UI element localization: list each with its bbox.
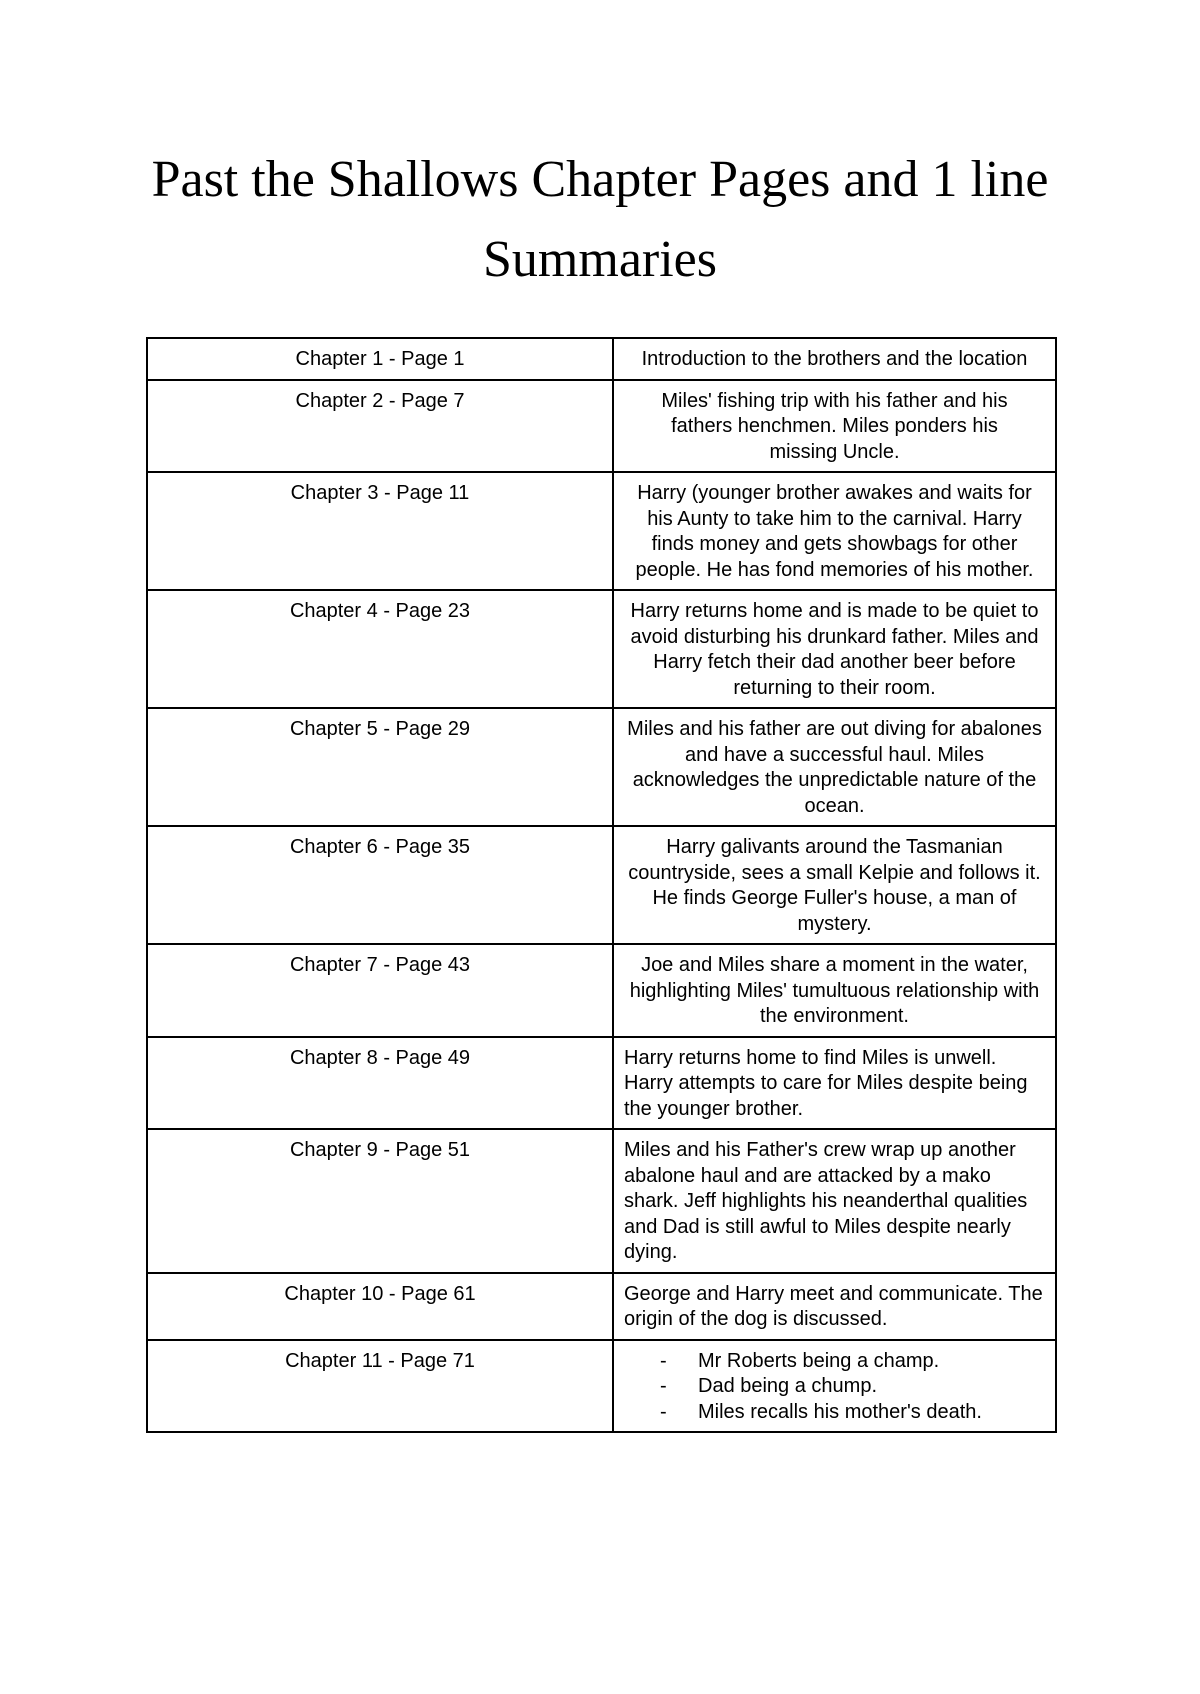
chapter-cell: Chapter 4 - Page 23: [147, 590, 613, 708]
table-row: [147, 708, 1056, 826]
chapter-cell: Chapter 9 - Page 51: [147, 1129, 613, 1273]
chapter-cell: Chapter 6 - Page 35: [147, 826, 613, 944]
chapter-summary-table: [146, 337, 1057, 1433]
table-row: [147, 472, 1056, 590]
summary-cell: Harry (younger brother awakes and waits for his Aunty to take him to the carnival. Harry finds money and gets showbags for other people. He has fond memories of his mother.: [613, 472, 1056, 590]
bullet-dash: -: [660, 1349, 667, 1372]
table-row: [147, 944, 1056, 1037]
bullet-dash: -: [660, 1375, 667, 1397]
table-row: [147, 338, 1056, 380]
bullet-text: Miles recalls his mother's death.: [698, 1400, 982, 1423]
chapter-cell: Chapter 7 - Page 43: [147, 944, 613, 1037]
table-row: [147, 1340, 1056, 1433]
table-row: [147, 1273, 1056, 1340]
table-row: [147, 590, 1056, 708]
table-row: [147, 1037, 1056, 1130]
summary-cell: Joe and Miles share a moment in the water, highlighting Miles' tumultuous relationship with the environment.: [613, 944, 1056, 1037]
chapter-cell: Chapter 11 - Page 71: [147, 1340, 613, 1433]
summary-cell: Harry returns home and is made to be quiet to avoid disturbing his drunkard father. Miles and Harry fetch their dad another beer before returning to their room.: [613, 590, 1056, 708]
bullet-dash: -: [660, 1400, 667, 1423]
table-row: [147, 1129, 1056, 1273]
summary-cell: [613, 1340, 1056, 1433]
table-row: [147, 826, 1056, 944]
summary-cell: Miles and his father are out diving for abalones and have a successful haul. Miles acknowledges the unpredictable nature of the ocean.: [613, 708, 1056, 826]
chapter-cell: Chapter 3 - Page 11: [147, 472, 613, 590]
chapter-cell: Chapter 2 - Page 7: [147, 380, 613, 473]
summary-bullet: [660, 1349, 1049, 1375]
chapter-cell: Chapter 8 - Page 49: [147, 1037, 613, 1130]
table-row: [147, 380, 1056, 473]
bullet-text: Dad being a chump.: [698, 1375, 878, 1397]
bullet-text: Mr Roberts being a champ.: [698, 1349, 940, 1372]
document-title: Past the Shallows Chapter Pages and 1 line Summaries: [151, 151, 1049, 288]
summary-bullet-list: [620, 1349, 1049, 1426]
chapter-cell: Chapter 1 - Page 1: [147, 338, 613, 380]
summary-cell: Introduction to the brothers and the location: [613, 338, 1056, 380]
summary-cell: Harry galivants around the Tasmanian countryside, sees a small Kelpie and follows it. He finds George Fuller's house, a man of mystery.: [613, 826, 1056, 944]
summary-cell: Miles and his Father's crew wrap up another abalone haul and are attacked by a mako shark. Jeff highlights his neanderthal qualities and Dad is still awful to Miles despite nearly dying.: [613, 1129, 1056, 1273]
chapter-cell: Chapter 5 - Page 29: [147, 708, 613, 826]
chapter-cell: Chapter 10 - Page 61: [147, 1273, 613, 1340]
summary-bullet: [660, 1374, 1049, 1400]
summary-cell: Miles' fishing trip with his father and his fathers henchmen. Miles ponders his missing Uncle.: [613, 380, 1056, 473]
summary-cell: George and Harry meet and communicate. The origin of the dog is discussed.: [613, 1273, 1056, 1340]
summary-bullet: [660, 1400, 1049, 1426]
summary-cell: Harry returns home to find Miles is unwell. Harry attempts to care for Miles despite being the younger brother.: [613, 1037, 1056, 1130]
